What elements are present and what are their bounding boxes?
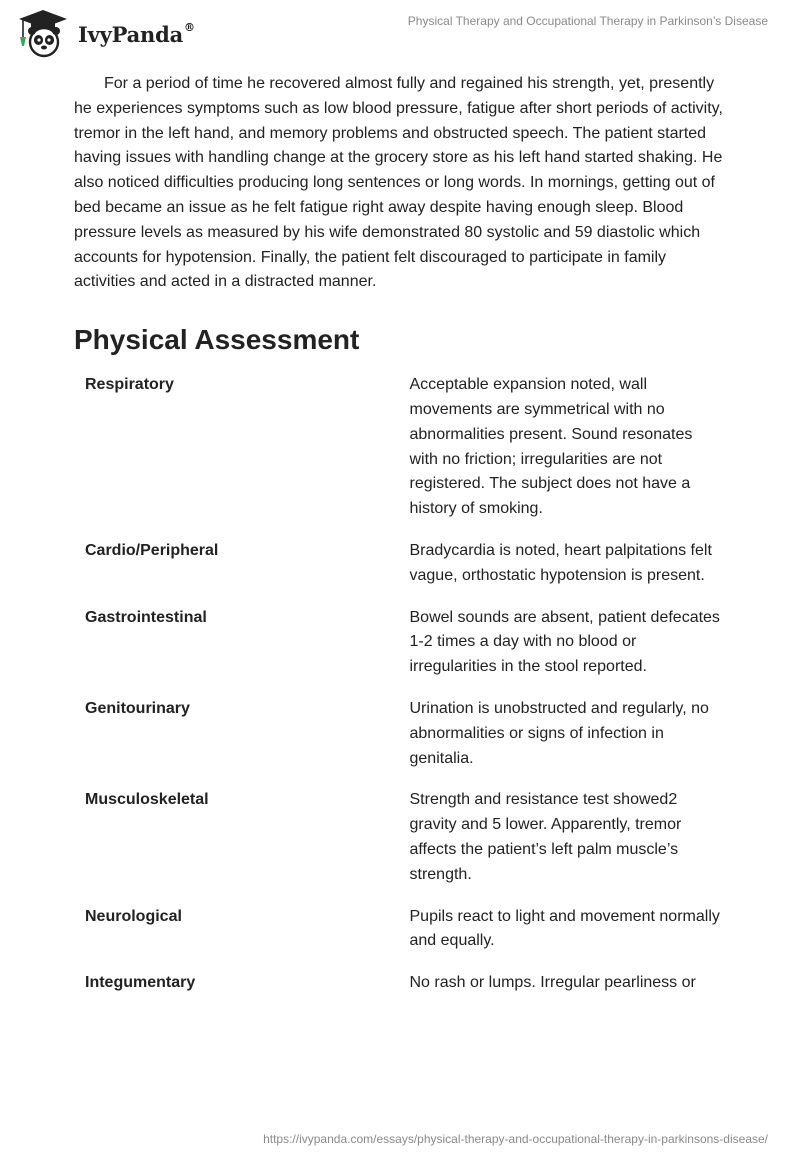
table-row <box>74 788 734 904</box>
table-row <box>74 539 734 606</box>
body-paragraph: For a period of time he recovered almost fully and regained his strength, yet, presently he experiences symptoms such as low blood pressure, fatigue after short periods of activity, tremor in the left hand, and memory problems and obstructed speech. The patient started having issues with handling change at the grocery store as his left hand started shaking. He also noticed difficulties producing long sentences or long words. In mornings, getting out of bed became an issue as he felt fatigue right away despite having enough sleep. Blood pressure levels as measured by his wife demonstrated 80 systolic and 59 diastolic which accounts for hypotension. Finally, the patient felt discouraged to participate in family activities and acted in a distracted manner. <box>74 75 723 291</box>
row-label: Cardio/Peripheral <box>85 541 219 559</box>
row-label: Integumentary <box>85 974 196 992</box>
row-description: Strength and resistance test showed2 gravity and 5 lower. Apparently, tremor affects the patient’s left palm muscle’s strength. <box>409 791 682 883</box>
row-description: Pupils react to light and movement normally and equally. <box>409 907 720 950</box>
row-label: Genitourinary <box>85 699 190 717</box>
row-description: Bradycardia is noted, heart palpitations felt vague, orthostatic hypotension is present. <box>409 541 712 584</box>
row-description: Bowel sounds are absent, patient defecates 1-2 times a day with no blood or irregularities in the stool reported. <box>409 608 720 676</box>
table-row <box>74 606 734 697</box>
section-heading: Physical Assessment <box>74 324 360 356</box>
row-description: No rash or lumps. Irregular pearliness or <box>409 974 696 992</box>
ivypanda-logo[interactable] <box>14 8 195 58</box>
panda-mortarboard-icon <box>14 8 72 58</box>
brand-name: IvyPanda® <box>78 20 195 47</box>
row-label: Neurological <box>85 907 182 925</box>
row-description: Urination is unobstructed and regularly, no abnormalities or signs of infection in genitalia. <box>409 699 709 767</box>
row-label: Respiratory <box>85 376 174 394</box>
document-title: Physical Therapy and Occupational Therapy in Parkinson’s Disease <box>407 14 768 28</box>
source-url[interactable]: https://ivypanda.com/essays/physical-therapy-and-occupational-therapy-in-parkinsons-disease/ <box>263 1132 768 1146</box>
table-row <box>74 905 734 972</box>
row-label: Gastrointestinal <box>85 608 207 626</box>
table-row <box>74 971 734 1013</box>
document-content <box>74 72 724 1013</box>
row-label: Musculoskeletal <box>85 791 209 809</box>
table-row <box>74 373 734 539</box>
table-row <box>74 697 734 788</box>
assessment-table <box>74 373 734 1013</box>
row-description: Acceptable expansion noted, wall movements are symmetrical with no abnormalities present. Sound resonates with no friction; irregularities are not registered. The subject does not have a history of smoking. <box>409 376 693 518</box>
page-header <box>0 0 800 70</box>
